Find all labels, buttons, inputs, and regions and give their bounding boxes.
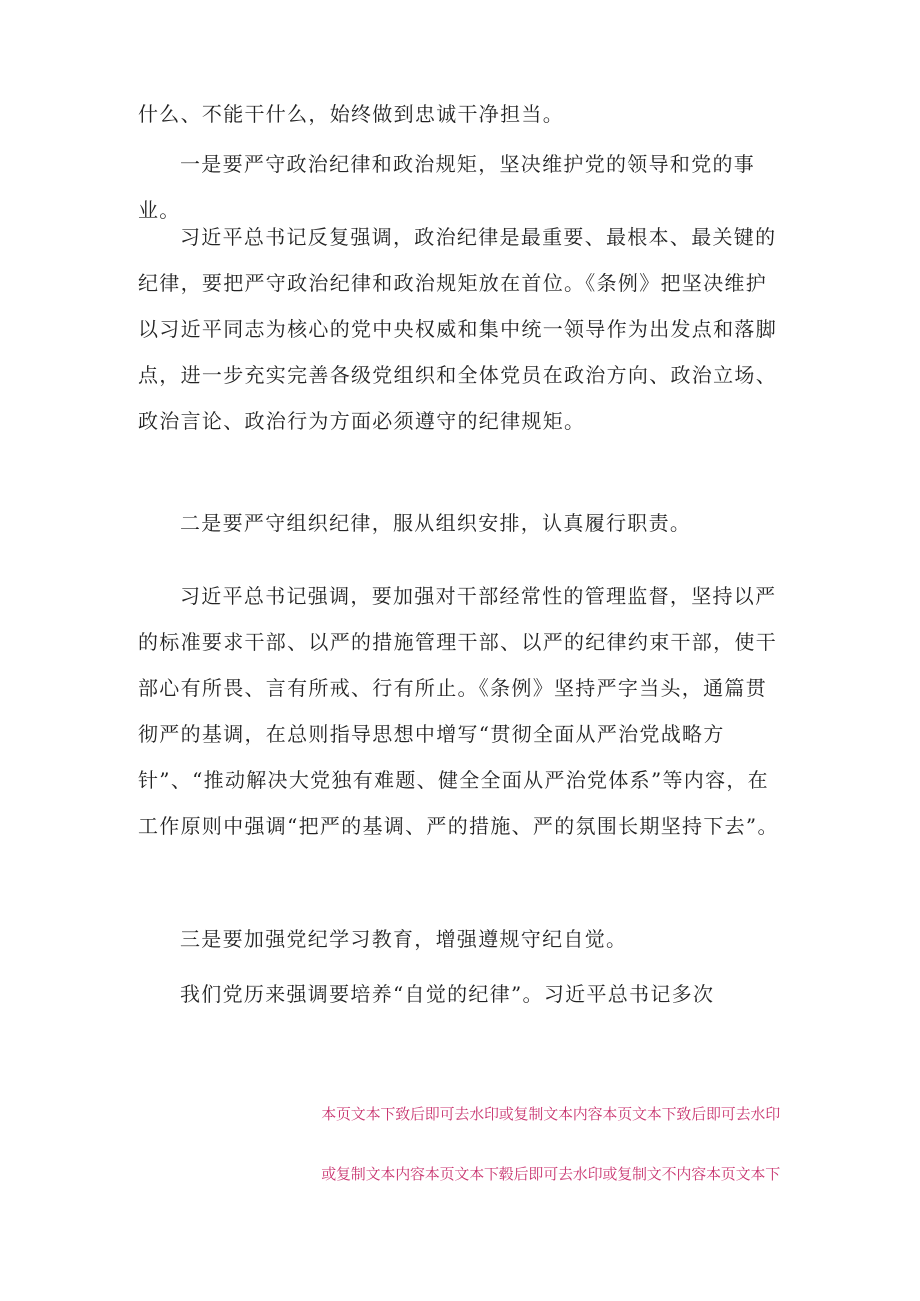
paragraph-continuation: 什么、不能干什么，始终做到忠诚干净担当。 (138, 102, 564, 126)
watermark-line-1: 本页文本下致后即可去水印或复制文本内容本页文本下致后即可去水印 (321, 1105, 780, 1123)
watermark-line-2: 或复制文本内容本页文本下毂后即可去水印或复制文不内容本页文本下 (321, 1165, 780, 1183)
paragraph-organizational-discipline: 习近平总书记强调，要加强对干部经常性的管理监督，坚持以严的标准要求干部、以严的措施管理干部、以严的纪律约束干部，使干部心有所畏、言有所戒、行有所止。《条例》坚持严字当头，通篇贯彻严的基调，在总则指导思想中增写“贯彻全面从严治党战略方针”、“推动解决大党独有难题、健全全面从严治党体系”等内容，在工作原则中强调“把严的基调、严的措施、严的氛围长期坚持下去”。 (138, 584, 779, 838)
heading-point-three: 三是要加强党纪学习教育，增强遵规守纪自觉。 (180, 927, 628, 951)
paragraph-political-discipline: 习近平总书记反复强调，政治纪律是最重要、最根本、最关键的纪律，要把严守政治纪律和政治规矩放在首位。《条例》把坚决维护以习近平同志为核心的党中央权威和集中统一领导作为出发点和落脚点，进一步充实完善各级党组织和全体党员在政治方向、政治立场、政治言论、政治行为方面必须遵守的纪律规矩。 (138, 225, 777, 433)
heading-point-one: 一是要严守政治纪律和政治规矩，坚决维护党的领导和党的事业。 (138, 152, 756, 222)
paragraph-self-discipline: 我们党历来强调要培养“自觉的纪律”。习近平总书记多次 (180, 982, 715, 1006)
heading-point-two: 二是要严守组织纪律，服从组织安排，认真履行职责。 (180, 511, 692, 535)
